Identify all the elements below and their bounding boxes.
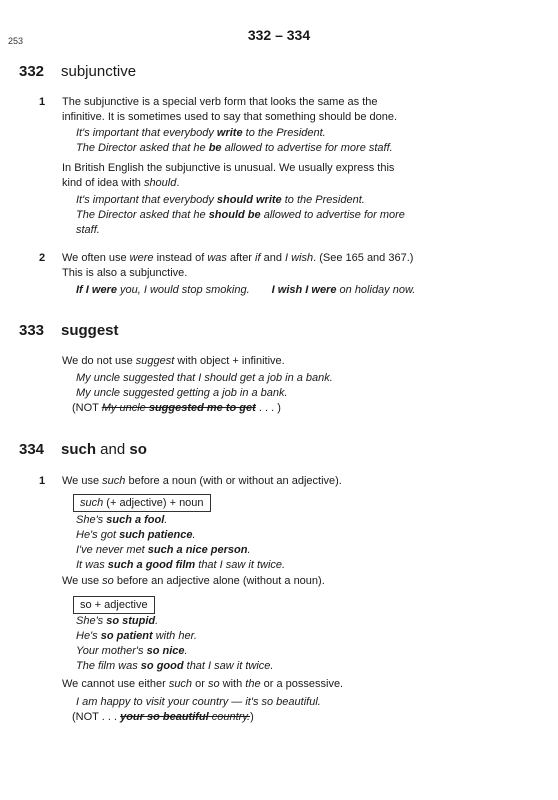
example-list: She's so stupid. He's so patient with her. Your mother's so nice. The film was so good that I saw it twice.: [76, 615, 274, 672]
pattern-box: so + adjective: [73, 596, 155, 614]
example-sentence: I am happy to visit your country — it's so beautiful.: [76, 696, 321, 708]
paragraph: We use such before a noun (with or without an adjective).: [62, 475, 342, 487]
item-number: 1: [39, 96, 46, 108]
example-list: She's such a fool. He's got such patience. I've never met such a nice person. It was such a good film that I saw it twice.: [76, 514, 286, 571]
section-title-332: subjunctive: [61, 63, 137, 80]
not-example: (NOT . . . your so beautiful country.): [72, 711, 254, 723]
paragraph: The subjunctive is a special verb form that looks the same as the infinitive. It is sometimes used to say that something should be done.: [62, 96, 398, 123]
paragraph: We cannot use either such or so with the or a possessive.: [62, 678, 344, 690]
example-sentences: It's important that everybody write to the President. The Director asked that he be allowed to advertise for more staff.: [76, 127, 393, 154]
section-number-334: 334: [19, 441, 45, 458]
paragraph: We do not use suggest with object + infinitive.: [62, 355, 285, 367]
example-sentences: My uncle suggested that I should get a job in a bank. My uncle suggested getting a job in a bank.: [76, 372, 333, 399]
section-number-333: 333: [19, 322, 45, 339]
example-sentences: If I were you, I would stop smoking. I wish I were on holiday now.: [76, 284, 416, 296]
example-sentences: It's important that everybody should write to the President. The Director asked that he should be allowed to advertise for more staff.: [76, 194, 405, 236]
section-title-333: suggest: [61, 322, 119, 339]
section-title-334: such and so: [61, 441, 147, 458]
page-range-title: 332 – 334: [247, 27, 311, 43]
paragraph: In British English the subjunctive is unusual. We usually express this kind of idea with should.: [62, 162, 395, 189]
item-number: 1: [39, 475, 46, 487]
page-number: 253: [8, 36, 24, 46]
not-example: (NOT My uncle suggested me to get . . . ): [72, 402, 281, 414]
paragraph: We often use were instead of was after if and I wish. (See 165 and 367.) This is also a subjunctive.: [62, 252, 414, 279]
paragraph: We use so before an adjective alone (without a noun).: [62, 575, 325, 587]
item-number: 2: [39, 252, 46, 264]
section-number-332: 332: [19, 63, 45, 80]
pattern-box: such (+ adjective) + noun: [73, 494, 211, 512]
